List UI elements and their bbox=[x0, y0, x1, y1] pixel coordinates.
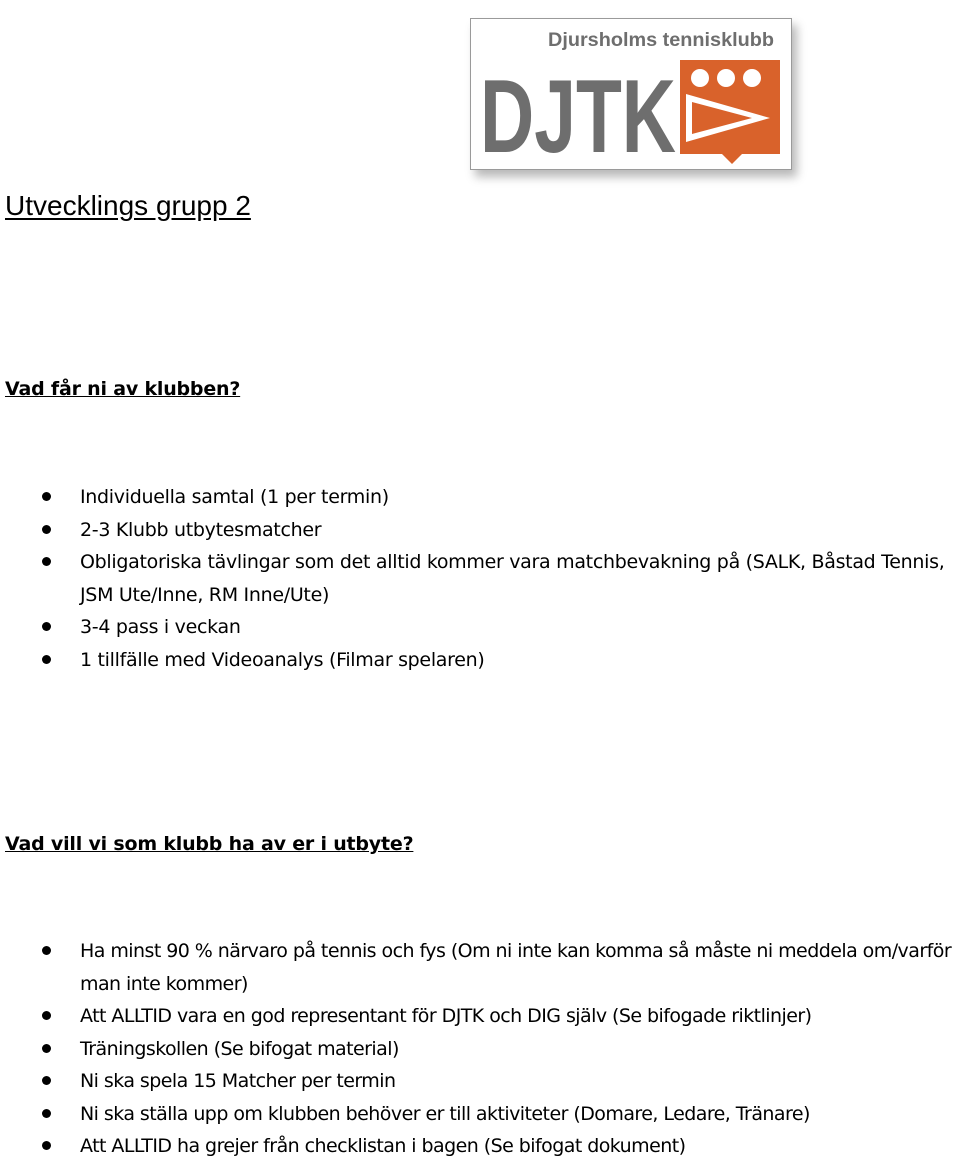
bullet-icon bbox=[42, 557, 51, 566]
list-item-text: Ni ska spela 15 Matcher per termin bbox=[80, 1070, 396, 1092]
list-item bbox=[0, 644, 960, 677]
list-item bbox=[0, 611, 960, 644]
bullet-icon bbox=[42, 1076, 51, 1085]
bullet-icon bbox=[42, 655, 51, 664]
list-item-text: Obligatoriska tävlingar som det alltid kommer vara matchbevakning på (SALK, Båstad Tennis, JSM Ute/Inne, RM Inne/Ute) bbox=[80, 551, 945, 606]
club-offers-list bbox=[0, 481, 960, 676]
tennis-ball-icon bbox=[743, 69, 761, 87]
djtk-logo-graphic bbox=[470, 18, 792, 170]
logo-letters: DJTK bbox=[480, 59, 676, 170]
tennis-ball-icon bbox=[717, 69, 735, 87]
list-item-text: Ni ska ställa upp om klubben behöver er till aktiviteter (Domare, Ledare, Tränare) bbox=[80, 1102, 810, 1125]
list-item-text: 1 tillfälle med Videoanalys (Filmar spelaren) bbox=[80, 648, 485, 671]
bullet-icon bbox=[42, 492, 51, 501]
bullet-icon bbox=[42, 1109, 51, 1118]
club-expectations-list bbox=[0, 935, 960, 1163]
list-item bbox=[0, 935, 960, 1000]
page-title: Utvecklings grupp 2 bbox=[5, 190, 251, 221]
bullet-icon bbox=[42, 1011, 51, 1020]
list-item bbox=[0, 1033, 960, 1066]
bullet-icon bbox=[42, 1044, 51, 1053]
bullet-icon bbox=[42, 525, 51, 534]
logo-emblem bbox=[680, 60, 780, 164]
list-item-text: 2-3 Klubb utbytesmatcher bbox=[80, 518, 322, 541]
bullet-icon bbox=[42, 946, 51, 955]
list-item-text: Träningskollen (Se bifogat material) bbox=[80, 1037, 399, 1060]
list-item-text: Att ALLTID vara en god representant för DJTK och DIG själv (Se bifogade riktlinjer) bbox=[80, 1005, 812, 1027]
list-item bbox=[0, 514, 960, 547]
section-heading-club-offers: Vad får ni av klubben? bbox=[5, 378, 241, 400]
list-item bbox=[0, 546, 960, 611]
list-item bbox=[0, 1065, 960, 1098]
tennis-ball-icon bbox=[691, 69, 709, 87]
list-item bbox=[0, 1130, 960, 1163]
list-item-text: 3-4 pass i veckan bbox=[80, 616, 241, 638]
logo-club-name: Djursholms tennisklubb bbox=[548, 30, 774, 51]
list-item bbox=[0, 1000, 960, 1033]
list-item-text: Individuella samtal (1 per termin) bbox=[80, 486, 389, 508]
club-logo bbox=[470, 18, 792, 170]
bullet-icon bbox=[42, 1141, 51, 1150]
section-heading-club-expectations: Vad vill vi som klubb ha av er i utbyte? bbox=[5, 833, 414, 855]
list-item bbox=[0, 1098, 960, 1131]
list-item-text: Att ALLTID ha grejer från checklistan i bagen (Se bifogat dokument) bbox=[80, 1135, 686, 1157]
list-item bbox=[0, 481, 960, 514]
bullet-icon bbox=[42, 622, 51, 631]
list-item-text: Ha minst 90 % närvaro på tennis och fys (Om ni inte kan komma så måste ni meddela om/varför man inte kommer) bbox=[80, 940, 952, 995]
